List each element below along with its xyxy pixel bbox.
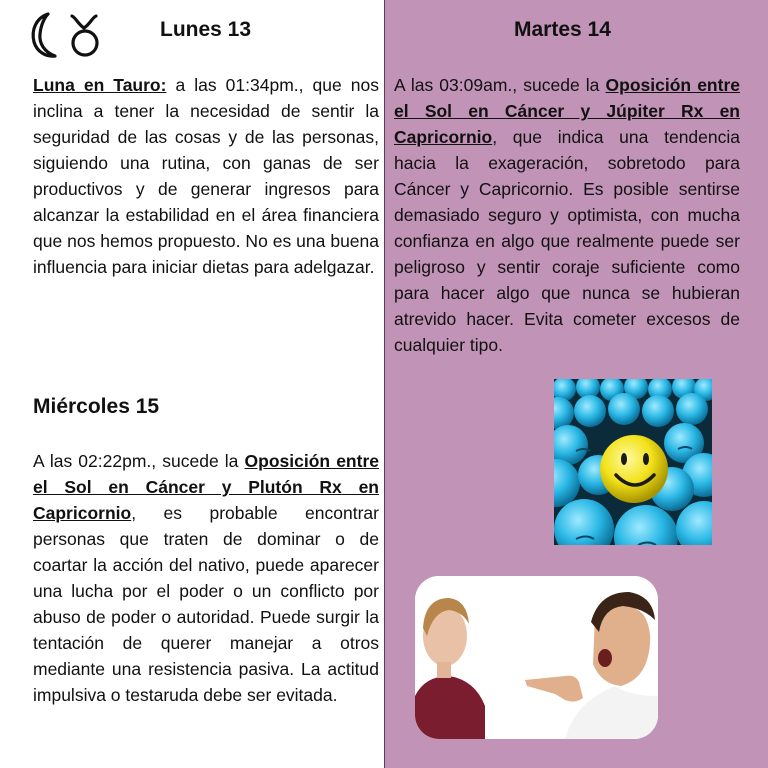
pre-miercoles: A las 02:22pm., sucede la — [33, 451, 245, 471]
taurus-icon — [72, 16, 97, 55]
lead-oposicion-jupiter: Oposición entre el Sol en Cáncer y Júpiter Rx en Capricornio — [394, 75, 740, 147]
heading-martes: Martes 14 — [514, 18, 611, 41]
paragraph-lunes — [33, 72, 379, 280]
text-miercoles: , es probable encontrar personas que traten de dominar o de coartar la acción del nativo, puede aparecer una lucha por el poder o un conflicto por abuso de poder o autoridad. Puede surgir la tentación de querer manejar a otros mediante una resistencia pasiva. La actitud impulsiva o testaruda debe ser evitada. — [33, 503, 379, 705]
pre-martes: A las 03:09am., sucede la — [394, 75, 606, 95]
moon-icon — [33, 14, 55, 56]
paragraph-miercoles — [33, 448, 379, 708]
moon-taurus-symbols — [28, 10, 114, 60]
smiley-balls-image — [554, 379, 712, 545]
paragraph-martes — [394, 72, 740, 358]
heading-miercoles: Miércoles 15 — [33, 395, 160, 418]
lead-oposicion-pluton: Oposición entre el Sol en Cáncer y Plutón Rx en Capricornio — [33, 451, 379, 523]
text-lunes: a las 01:34pm., que nos inclina a tener la necesidad de sentir la seguridad de las cosas y de las personas, siguiendo una rutina, con ganas de ser productivos y de generar ingresos para alcanzar la estabilidad en el área financiera que nos hemos propuesto. No es una buena influencia para iniciar dietas para adelgazar. — [33, 75, 380, 277]
lead-luna-en-tauro: Luna en Tauro: — [33, 75, 167, 95]
arguing-people-image — [415, 576, 658, 739]
text-martes: , que indica una tendencia hacia la exageración, sobretodo para Cáncer y Capricornio. Es posible sentirse demasiado seguro y optimista, con mucha confianza en algo que realmente puede ser peligroso y sentir coraje suficiente como para hacer algo que nunca se hubieran atrevido hacer. Evita cometer excesos de cualquier tipo. — [394, 127, 740, 355]
heading-lunes: Lunes 13 — [160, 18, 252, 41]
